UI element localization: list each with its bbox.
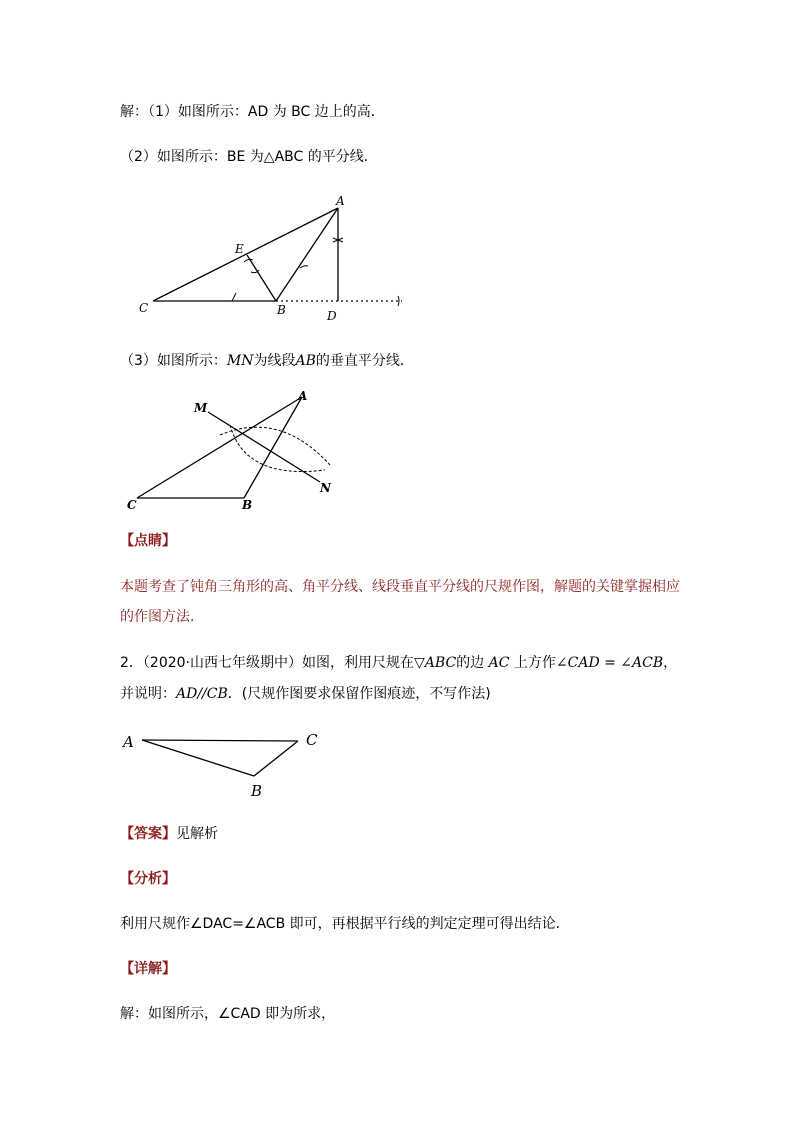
answer-text: 见解析 bbox=[176, 826, 218, 842]
figure-height-bisector bbox=[130, 188, 420, 323]
fig2-label-n: N bbox=[320, 481, 331, 495]
question-2-line-2: 并说明：AD//CB．(尺规作图要求保留作图痕迹，不写作法) bbox=[120, 686, 491, 702]
dianjing-text-1: 本题考查了钝角三角形的高、角平分线、线段垂直平分线的尺规作图，解题的关键掌握相应 bbox=[120, 579, 680, 595]
figure-perpendicular-bisector bbox=[120, 385, 340, 515]
xiangjie-label: 【详解】 bbox=[120, 961, 176, 977]
fig1-label-c: C bbox=[139, 301, 149, 315]
solution-line-2: （2）如图所示：BE 为△ABC 的平分线． bbox=[120, 149, 378, 165]
solution-line-1: 解：（1）如图所示：AD 为 BC 边上的高． bbox=[120, 104, 385, 120]
answer-line bbox=[120, 824, 218, 844]
answer-label: 【答案】 bbox=[120, 826, 176, 842]
fig2-label-c: C bbox=[127, 498, 137, 512]
solution-line-3: （3）如图所示：MN为线段AB的垂直平分线． bbox=[120, 353, 414, 369]
fig1-label-a: A bbox=[336, 194, 345, 208]
fig2-label-a: A bbox=[298, 389, 308, 403]
fig1-label-e: E bbox=[235, 242, 244, 256]
dianjing-label: 【点睛】 bbox=[120, 533, 176, 549]
fig1-label-b: B bbox=[277, 303, 286, 317]
fig1-label-d: D bbox=[327, 309, 337, 323]
fig3-label-a: A bbox=[123, 733, 134, 751]
fenxi-text: 利用尺规作∠DAC=∠ACB 即可，再根据平行线的判定定理可得出结论． bbox=[120, 916, 570, 932]
question-2-line-1: 2．（2020·山西七年级期中）如图，利用尺规在▽ABC的边 AC 上方作∠CAD = ∠ACB， bbox=[120, 655, 678, 671]
fig3-label-b: B bbox=[251, 782, 263, 800]
fig2-label-b: B bbox=[242, 498, 253, 512]
fig3-label-c: C bbox=[306, 731, 318, 749]
fenxi-label: 【分析】 bbox=[120, 871, 176, 887]
fig2-label-m: M bbox=[194, 401, 208, 415]
dianjing-text-2: 的作图方法． bbox=[120, 609, 204, 625]
xiangjie-text: 解：如图所示，∠CAD 即为所求， bbox=[120, 1006, 336, 1022]
figure-triangle-abc bbox=[118, 722, 338, 802]
